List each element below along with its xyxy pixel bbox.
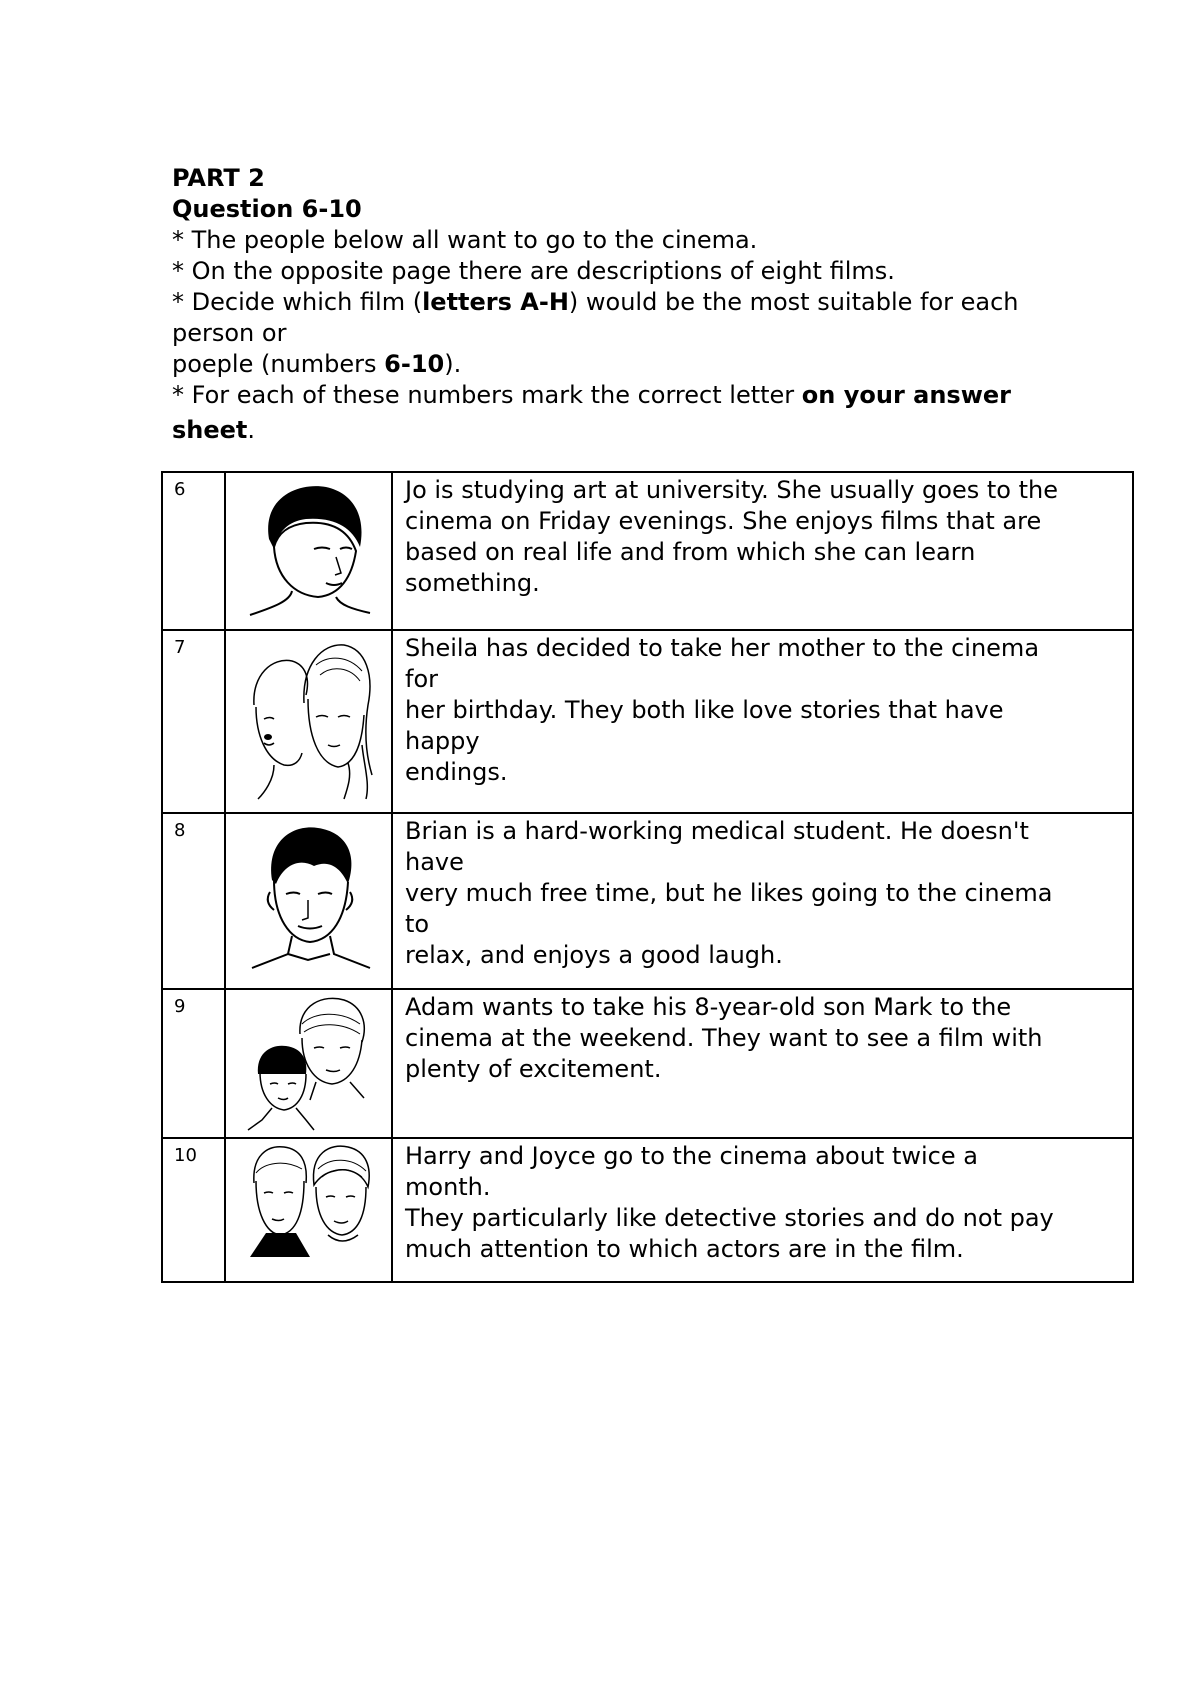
instruction-3: * Decide which film (letters A-H) would be the most suitable for each (172, 288, 1019, 316)
row-description: Harry and Joyce go to the cinema about twice a month. They particularly like detective stories and do not pay much attention to which actors are in the film. (392, 1138, 1133, 1282)
table-row (162, 989, 1133, 1138)
question-heading: Question 6-10 (172, 195, 362, 223)
row-number: 6 (162, 472, 225, 630)
instruction-5: * For each of these numbers mark the correct letter on your answer (172, 381, 1011, 409)
young-man-face-icon (244, 818, 374, 978)
row-description: Adam wants to take his 8-year-old son Mark to the cinema at the weekend. They want to see a film with plenty of excitement. (392, 989, 1133, 1138)
row-picture (225, 1138, 392, 1282)
table-row (162, 1138, 1133, 1282)
row-number: 10 (162, 1138, 225, 1282)
row-picture (225, 472, 392, 630)
instruction-4: poeple (numbers 6-10). (172, 350, 462, 378)
couple-faces-icon (244, 1143, 374, 1263)
row-description: Brian is a hard-working medical student. He doesn't have very much free time, but he likes going to the cinema to relax, and enjoys a good laugh. (392, 813, 1133, 989)
girl-face-icon (244, 477, 374, 617)
row-number: 8 (162, 813, 225, 989)
two-women-faces-icon (244, 635, 374, 800)
instructions (172, 163, 1132, 447)
people-table (161, 471, 1134, 1283)
row-description: Jo is studying art at university. She usually goes to the cinema on Friday evenings. She enjoys films that are based on real life and from which she can learn something. (392, 472, 1133, 630)
row-number: 7 (162, 630, 225, 813)
instruction-2: * On the opposite page there are descriptions of eight films. (172, 257, 895, 285)
part-heading: PART 2 (172, 164, 265, 192)
instruction-1: * The people below all want to go to the cinema. (172, 226, 758, 254)
instruction-3-cont: person or (172, 319, 287, 347)
row-picture (225, 989, 392, 1138)
row-description: Sheila has decided to take her mother to the cinema for her birthday. They both like love stories that have happy endings. (392, 630, 1133, 813)
row-picture (225, 630, 392, 813)
father-and-son-faces-icon (244, 994, 374, 1132)
row-number: 9 (162, 989, 225, 1138)
table-row (162, 630, 1133, 813)
instruction-5-cont: sheet. (172, 416, 256, 444)
table-row (162, 813, 1133, 989)
row-picture (225, 813, 392, 989)
table-row (162, 472, 1133, 630)
